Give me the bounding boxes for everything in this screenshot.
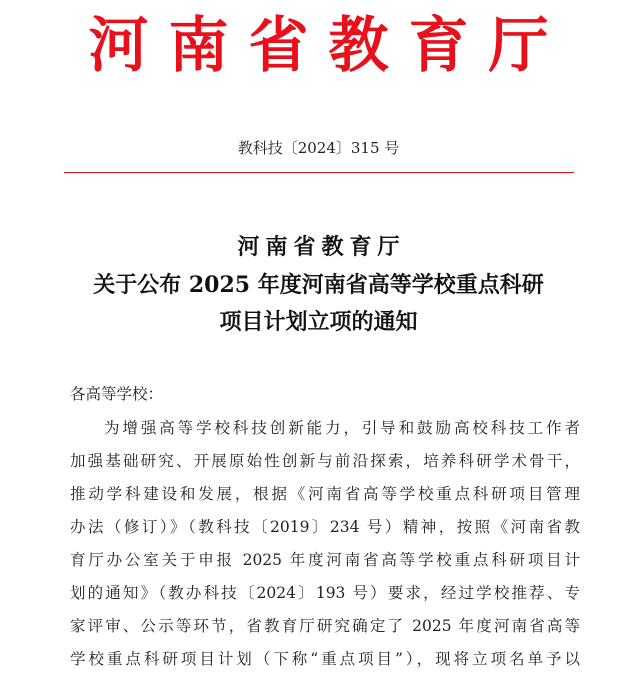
body-line: 学校重点科研项目计划（下称“重点项目”），现将立项名单予以 xyxy=(70,650,580,668)
notice-title-line-3: 项目计划立项的通知 xyxy=(219,309,418,335)
document-number: 教科技〔2024〕315 号 xyxy=(237,139,400,157)
body-paragraph xyxy=(70,412,580,676)
body-line: 划的通知》（教办科技〔2024〕193 号）要求，经过学校推荐、专 xyxy=(70,584,580,602)
red-divider-line xyxy=(64,172,574,173)
salutation: 各高等学校： xyxy=(70,385,164,403)
body-line: 办法（修订）》（教科技〔2019〕234 号）精神，按照《河南省教 xyxy=(70,518,580,536)
body-line: 家评审、公示等环节，省教育厅研究确定了 2025 年度河南省高等 xyxy=(70,617,580,635)
body-line: 为增强高等学校科技创新能力，引导和鼓励高校科技工作者 xyxy=(104,419,580,437)
masthead-title: 河南省教育厅 xyxy=(88,11,569,81)
body-line: 推动学科建设和发展，根据《河南省高等学校重点科研项目管理 xyxy=(70,485,580,503)
body-line: 育厅办公室关于申报 2025 年度河南省高等学校重点科研项目计 xyxy=(70,551,580,569)
notice-title-line-1: 河南省教育厅 xyxy=(237,234,406,260)
notice-title-line-2: 关于公布 2025 年度河南省高等学校重点科研 xyxy=(93,272,544,298)
body-line: 加强基础研究、开展原始性创新与前沿探索，培养科研学术骨干， xyxy=(70,452,580,470)
